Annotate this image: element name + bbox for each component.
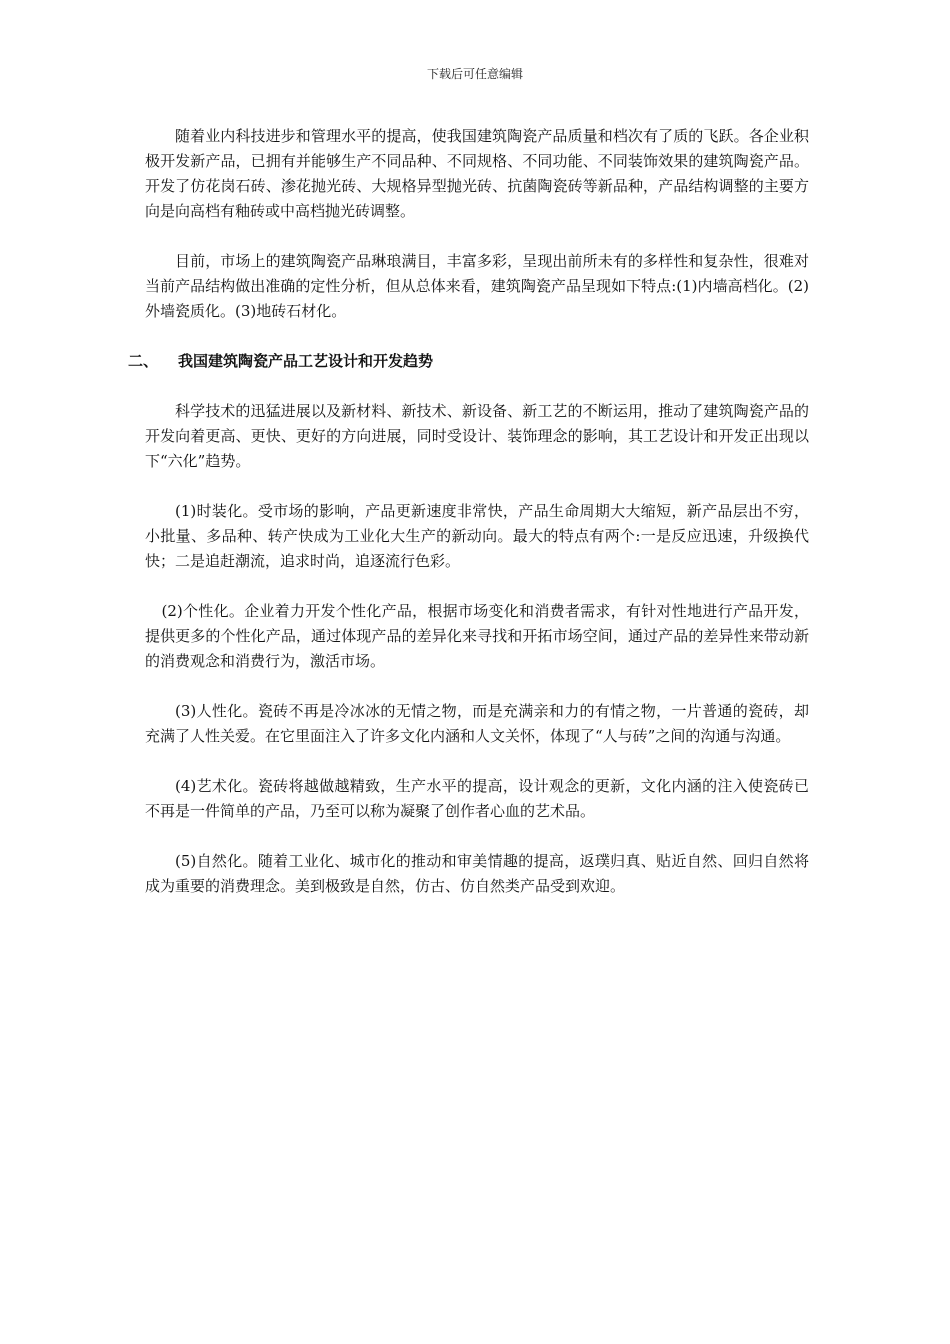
section-number: 二、 <box>128 352 159 370</box>
section-heading <box>128 349 809 374</box>
paragraph-humanization: (3)人性化。瓷砖不再是冷冰冰的无情之物，而是充满亲和力的有情之物，一片普通的瓷砖，却充满了人性关爱。在它里面注入了许多文化内涵和人文关怀，体现了“人与砖”之间的沟通与沟通。 <box>145 702 809 745</box>
paragraph-naturalization: (5)自然化。随着工业化、城市化的推动和审美情趣的提高，返璞归真、贴近自然、回归自然将成为重要的消费理念。美到极致是自然，仿古、仿自然类产品受到欢迎。 <box>145 852 809 895</box>
document-body <box>128 124 809 924</box>
paragraph-personalization: (2)个性化。企业着力开发个性化产品，根据市场变化和消费者需求，有针对性地进行产品开发，提供更多的个性化产品，通过体现产品的差异化来寻找和开拓市场空间，通过产品的差异性来带动新的消费观念和消费行为，激活市场。 <box>145 602 809 670</box>
paragraph-trends: 科学技术的迅猛进展以及新材料、新技术、新设备、新工艺的不断运用，推动了建筑陶瓷产品的开发向着更高、更快、更好的方向进展，同时受设计、装饰理念的影响，其工艺设计和开发正出现以下“六化”趋势。 <box>145 402 809 470</box>
paragraph-artistry: (4)艺术化。瓷砖将越做越精致，生产水平的提高，设计观念的更新，文化内涵的注入使瓷砖已不再是一件简单的产品，乃至可以称为凝聚了创作者心血的艺术品。 <box>145 777 809 820</box>
section-title: 我国建筑陶瓷产品工艺设计和开发趋势 <box>178 352 434 370</box>
paragraph-market: 目前，市场上的建筑陶瓷产品琳琅满目，丰富多彩，呈现出前所未有的多样性和复杂性，很难对当前产品结构做出准确的定性分析，但从总体来看，建筑陶瓷产品呈现如下特点:(1)内墙高档化。(2)外墙瓷质化。(3)地砖石材化。 <box>145 252 809 320</box>
paragraph-intro: 随着业内科技进步和管理水平的提高，使我国建筑陶瓷产品质量和档次有了质的飞跃。各企业积极开发新产品，已拥有并能够生产不同品种、不同规格、不同功能、不同装饰效果的建筑陶瓷产品。开发了仿花岗石砖、渗花抛光砖、大规格异型抛光砖、抗菌陶瓷砖等新品种，产品结构调整的主要方向是向高档有釉砖或中高档抛光砖调整。 <box>145 127 809 220</box>
paragraph-fashion: (1)时装化。受市场的影响，产品更新速度非常快，产品生命周期大大缩短，新产品层出不穷，小批量、多品种、转产快成为工业化大生产的新动向。最大的特点有两个:一是反应迅速，升级换代快；二是追赶潮流，追求时尚，追逐流行色彩。 <box>145 502 809 570</box>
page-header: 下载后可任意编辑 <box>426 67 523 81</box>
